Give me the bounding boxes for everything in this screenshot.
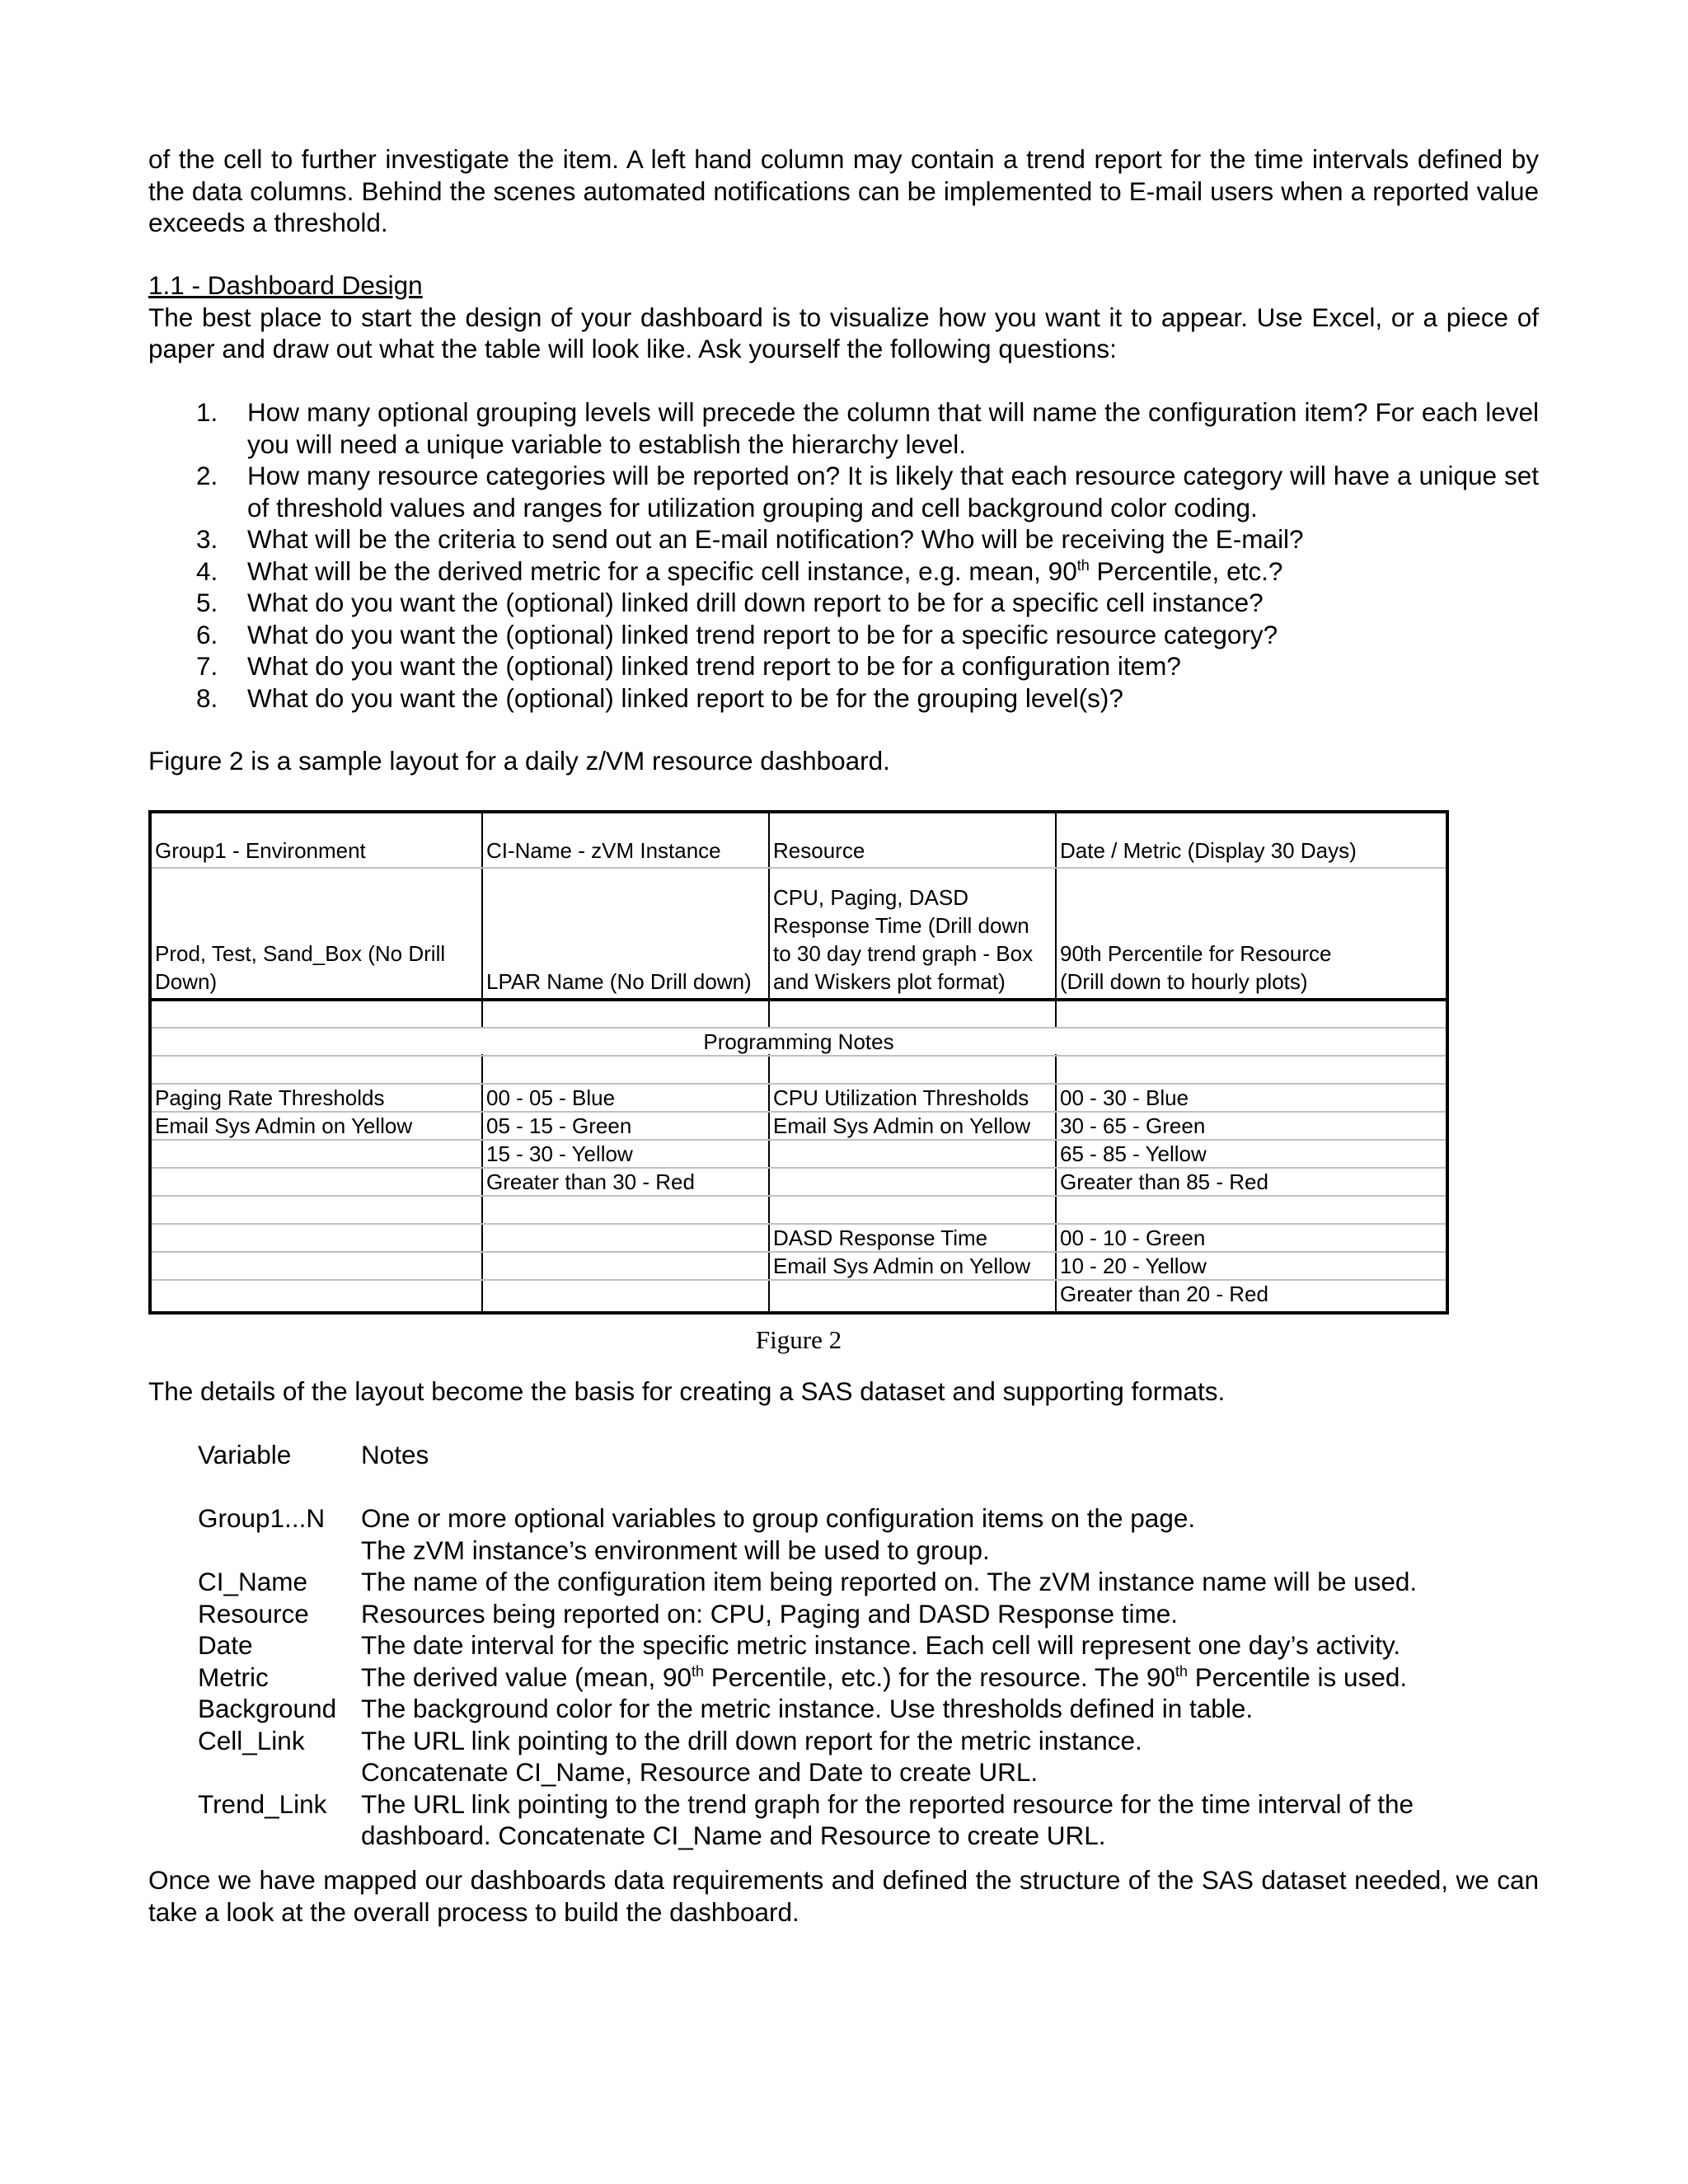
variable-row	[198, 1502, 1566, 1566]
cell-line: Prod, Test, Sand_Box (No Drill	[155, 941, 446, 966]
variable-row	[198, 1725, 1566, 1788]
column-divider	[481, 813, 483, 1311]
list-number: 2.	[196, 461, 218, 490]
list-item	[148, 523, 1539, 555]
list-text: What do you want the (optional) linked report to be for the grouping level(s)?	[247, 682, 1123, 713]
variable-column-header: Variable	[198, 1440, 292, 1469]
list-item	[148, 619, 1539, 651]
paging-range: 05 - 15 - Green	[486, 1113, 632, 1138]
layout-paragraph: The details of the layout become the basis for creating a SAS dataset and supporting formats.	[148, 1376, 1226, 1406]
list-item	[148, 587, 1539, 619]
list-number: 7.	[196, 651, 218, 681]
superscript: th	[1076, 556, 1090, 574]
header-cell: CI-Name - zVM Instance	[486, 838, 721, 863]
cell-line: Response Time (Drill down	[773, 913, 1029, 938]
variable-note: The background color for the metric instance. Use thresholds defined in table.	[361, 1694, 1254, 1723]
variable-table	[198, 1439, 1566, 1852]
paging-threshold-title: Paging Rate Thresholds	[155, 1085, 385, 1110]
cpu-range: 00 - 30 - Blue	[1060, 1085, 1189, 1110]
header-cell: Resource	[773, 838, 865, 863]
description-cell	[483, 968, 752, 996]
variable-row	[198, 1629, 1566, 1661]
list-number: 1.	[196, 397, 218, 427]
list-number: 3.	[196, 524, 218, 554]
variable-name: Trend_Link	[198, 1788, 327, 1819]
dashboard-design-section	[148, 269, 1539, 365]
variable-row	[198, 1598, 1566, 1630]
list-text: Percentile, etc.?	[1089, 555, 1283, 586]
cell-line: CPU, Paging, DASD	[773, 885, 968, 910]
list-number: 4.	[196, 555, 218, 586]
section-heading: 1.1 - Dashboard Design	[148, 270, 423, 300]
cpu-range: Greater than 85 - Red	[1060, 1169, 1268, 1194]
list-text: How many optional grouping levels will precede the column that will name the configuration item? For each level you will need a unique variable to establish the hierarchy level.	[247, 397, 1539, 459]
intro-paragraph: of the cell to further investigate the item. A left hand column may contain a trend report for the time intervals defined by the data columns. Behind the scenes automated notifications can be implemented to E-mail users when a reported value exceeds a threshold.	[148, 144, 1539, 237]
variable-name: Resource	[198, 1598, 309, 1629]
variable-name: CI_Name	[198, 1567, 308, 1596]
list-text: What will be the derived metric for a specific cell instance, e.g. mean, 90	[247, 555, 1077, 586]
list-text: How many resource categories will be reported on? It is likely that each resource category will have a unique set of threshold values and ranges for utilization grouping and cell background color coding.	[247, 461, 1539, 523]
note-text: The derived value (mean, 90	[361, 1661, 692, 1692]
list-number: 6.	[196, 619, 218, 649]
note-text: Percentile is used.	[1187, 1661, 1408, 1692]
cell-line: LPAR Name (No Drill down)	[486, 969, 752, 994]
variable-note: The date interval for the specific metric instance. Each cell will represent one day’s activity.	[361, 1630, 1401, 1660]
list-text: What will be the criteria to send out an E-mail notification? Who will be receiving the E-mail?	[247, 524, 1304, 554]
dasd-range: 00 - 10 - Green	[1060, 1226, 1206, 1250]
dasd-threshold-title: DASD Response Time	[773, 1226, 988, 1250]
superscript: th	[1175, 1662, 1188, 1680]
description-cell	[770, 883, 1033, 996]
dasd-range: Greater than 20 - Red	[1060, 1282, 1268, 1306]
header-divider	[152, 998, 1446, 1001]
variable-note: The name of the configuration item being reported on. The zVM instance name will be used.	[361, 1567, 1418, 1596]
cell-line: to 30 day trend graph - Box	[773, 941, 1034, 966]
paging-range: 15 - 30 - Yellow	[486, 1141, 633, 1166]
variable-header-row	[198, 1439, 1566, 1471]
variable-name: Background	[198, 1694, 337, 1723]
cpu-threshold-title: CPU Utilization Thresholds	[773, 1085, 1029, 1110]
list-text: What do you want the (optional) linked trend report to be for a configuration item?	[247, 651, 1181, 681]
variable-row	[198, 1566, 1566, 1598]
cpu-email-note: Email Sys Admin on Yellow	[773, 1113, 1031, 1138]
variable-note: The zVM instance’s environment will be used to group.	[361, 1535, 990, 1565]
list-item	[148, 650, 1539, 682]
list-item	[148, 682, 1539, 715]
cell-line: and Wiskers plot format)	[773, 969, 1006, 994]
header-cell: Date / Metric (Display 30 Days)	[1060, 838, 1357, 863]
cpu-range: 65 - 85 - Yellow	[1060, 1141, 1207, 1166]
paging-range: Greater than 30 - Red	[486, 1169, 695, 1194]
dasd-email-note: Email Sys Admin on Yellow	[773, 1254, 1031, 1278]
figure-table	[148, 810, 1449, 1315]
list-item	[148, 460, 1539, 523]
cell-line: 90th Percentile for Resource	[1060, 941, 1332, 966]
cell-line: (Drill down to hourly plots)	[1060, 969, 1308, 994]
closing-paragraph: Once we have mapped our dashboards data requirements and defined the structure of the SAS dataset needed, we can take a look at the overall process to build the dashboard.	[148, 1865, 1539, 1927]
list-number: 8.	[196, 682, 218, 713]
variable-name: Date	[198, 1630, 253, 1660]
variable-name: Metric	[198, 1661, 269, 1692]
variable-note: Resources being reported on: CPU, Paging and DASD Response time.	[361, 1598, 1179, 1629]
dasd-range: 10 - 20 - Yellow	[1060, 1254, 1207, 1278]
note-text: Percentile, etc.) for the resource. The 90	[704, 1661, 1175, 1692]
description-cell	[152, 940, 445, 996]
variable-name: Cell_Link	[198, 1725, 305, 1755]
paging-range: 00 - 05 - Blue	[486, 1085, 616, 1110]
notes-column-header: Notes	[361, 1440, 429, 1469]
variable-note	[361, 1661, 1566, 1694]
question-list	[148, 396, 1539, 714]
variable-note: dashboard. Concatenate CI_Name and Resource to create URL.	[361, 1821, 1106, 1850]
list-item	[148, 555, 1539, 588]
header-cell: Group1 - Environment	[155, 838, 366, 863]
list-text: What do you want the (optional) linked trend report to be for a specific resource category?	[247, 619, 1278, 649]
cell-line: Down)	[155, 969, 218, 994]
variable-row	[198, 1693, 1566, 1725]
variable-row	[198, 1788, 1566, 1852]
section-paragraph: The best place to start the design of your dashboard is to visualize how you want it to appear. Use Excel, or a piece of paper and draw out what the table will look like. Ask yourself the following questions:	[148, 302, 1539, 363]
figure-caption: Figure 2	[755, 1325, 842, 1354]
variable-note: Concatenate CI_Name, Resource and Date to create URL.	[361, 1757, 1039, 1787]
list-number: 5.	[196, 588, 218, 617]
variable-row	[198, 1661, 1566, 1694]
variable-note: The URL link pointing to the drill down report for the metric instance.	[361, 1725, 1142, 1755]
description-cell	[1057, 940, 1332, 996]
row-divider	[152, 867, 1446, 869]
superscript: th	[691, 1662, 704, 1680]
cpu-range: 30 - 65 - Green	[1060, 1113, 1206, 1138]
list-text: What do you want the (optional) linked drill down report to be for a specific cell instance?	[247, 588, 1264, 617]
programming-notes-title: Programming Notes	[703, 1029, 894, 1054]
list-item	[148, 396, 1539, 460]
variable-note: One or more optional variables to group configuration items on the page.	[361, 1503, 1196, 1533]
figure-intro: Figure 2 is a sample layout for a daily z/VM resource dashboard.	[148, 746, 890, 776]
paging-email-note: Email Sys Admin on Yellow	[155, 1113, 413, 1138]
variable-name: Group1...N	[198, 1503, 326, 1533]
variable-note: The URL link pointing to the trend graph for the reported resource for the time interval of the	[361, 1788, 1414, 1819]
